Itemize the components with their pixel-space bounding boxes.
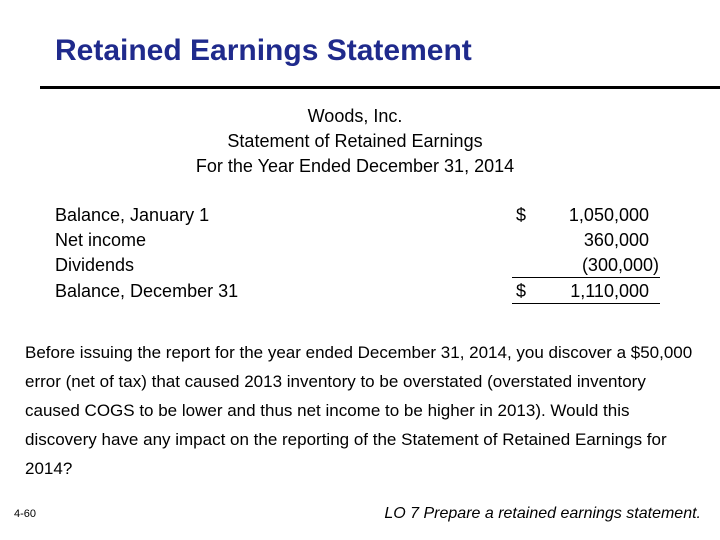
row-label-dividends: Dividends: [55, 255, 135, 275]
slide-number: 4-60: [14, 508, 37, 520]
learning-objective: LO 7 Prepare a retained earnings statement.: [384, 505, 701, 522]
company-name: Woods, Inc.: [307, 106, 403, 126]
row-label-net-income: Net income: [55, 230, 147, 250]
row-dollar-balance-dec: $: [516, 281, 527, 301]
question-text: Before issuing the report for the year ended December 31, 2014, you discover a $50,000 error (net of tax) that caused 2013 inventory to be overstated (overstated inventory caused COGS to be lower and thus net income to be higher in 2013). Would this discovery have any impact on the reporting of the Statement of Retained Earnings for 2014?: [25, 343, 693, 478]
subtotal-rule: [512, 277, 660, 278]
row-amount-balance-dec: 1,110,000: [570, 281, 649, 301]
row-label-balance-jan: Balance, January 1: [55, 205, 210, 225]
row-amount-net-income: 360,000: [583, 230, 649, 250]
row-dollar-balance-jan: $: [516, 205, 527, 225]
row-label-balance-dec: Balance, December 31: [55, 281, 239, 301]
row-amount-dividends: (300,000): [581, 255, 659, 275]
row-amount-balance-jan: 1,050,000: [568, 205, 649, 225]
statement-period: For the Year Ended December 31, 2014: [195, 156, 515, 176]
slide-title: Retained Earnings Statement: [55, 34, 472, 67]
total-rule: [512, 303, 660, 304]
statement-name: Statement of Retained Earnings: [227, 131, 483, 151]
title-divider: [40, 86, 720, 89]
